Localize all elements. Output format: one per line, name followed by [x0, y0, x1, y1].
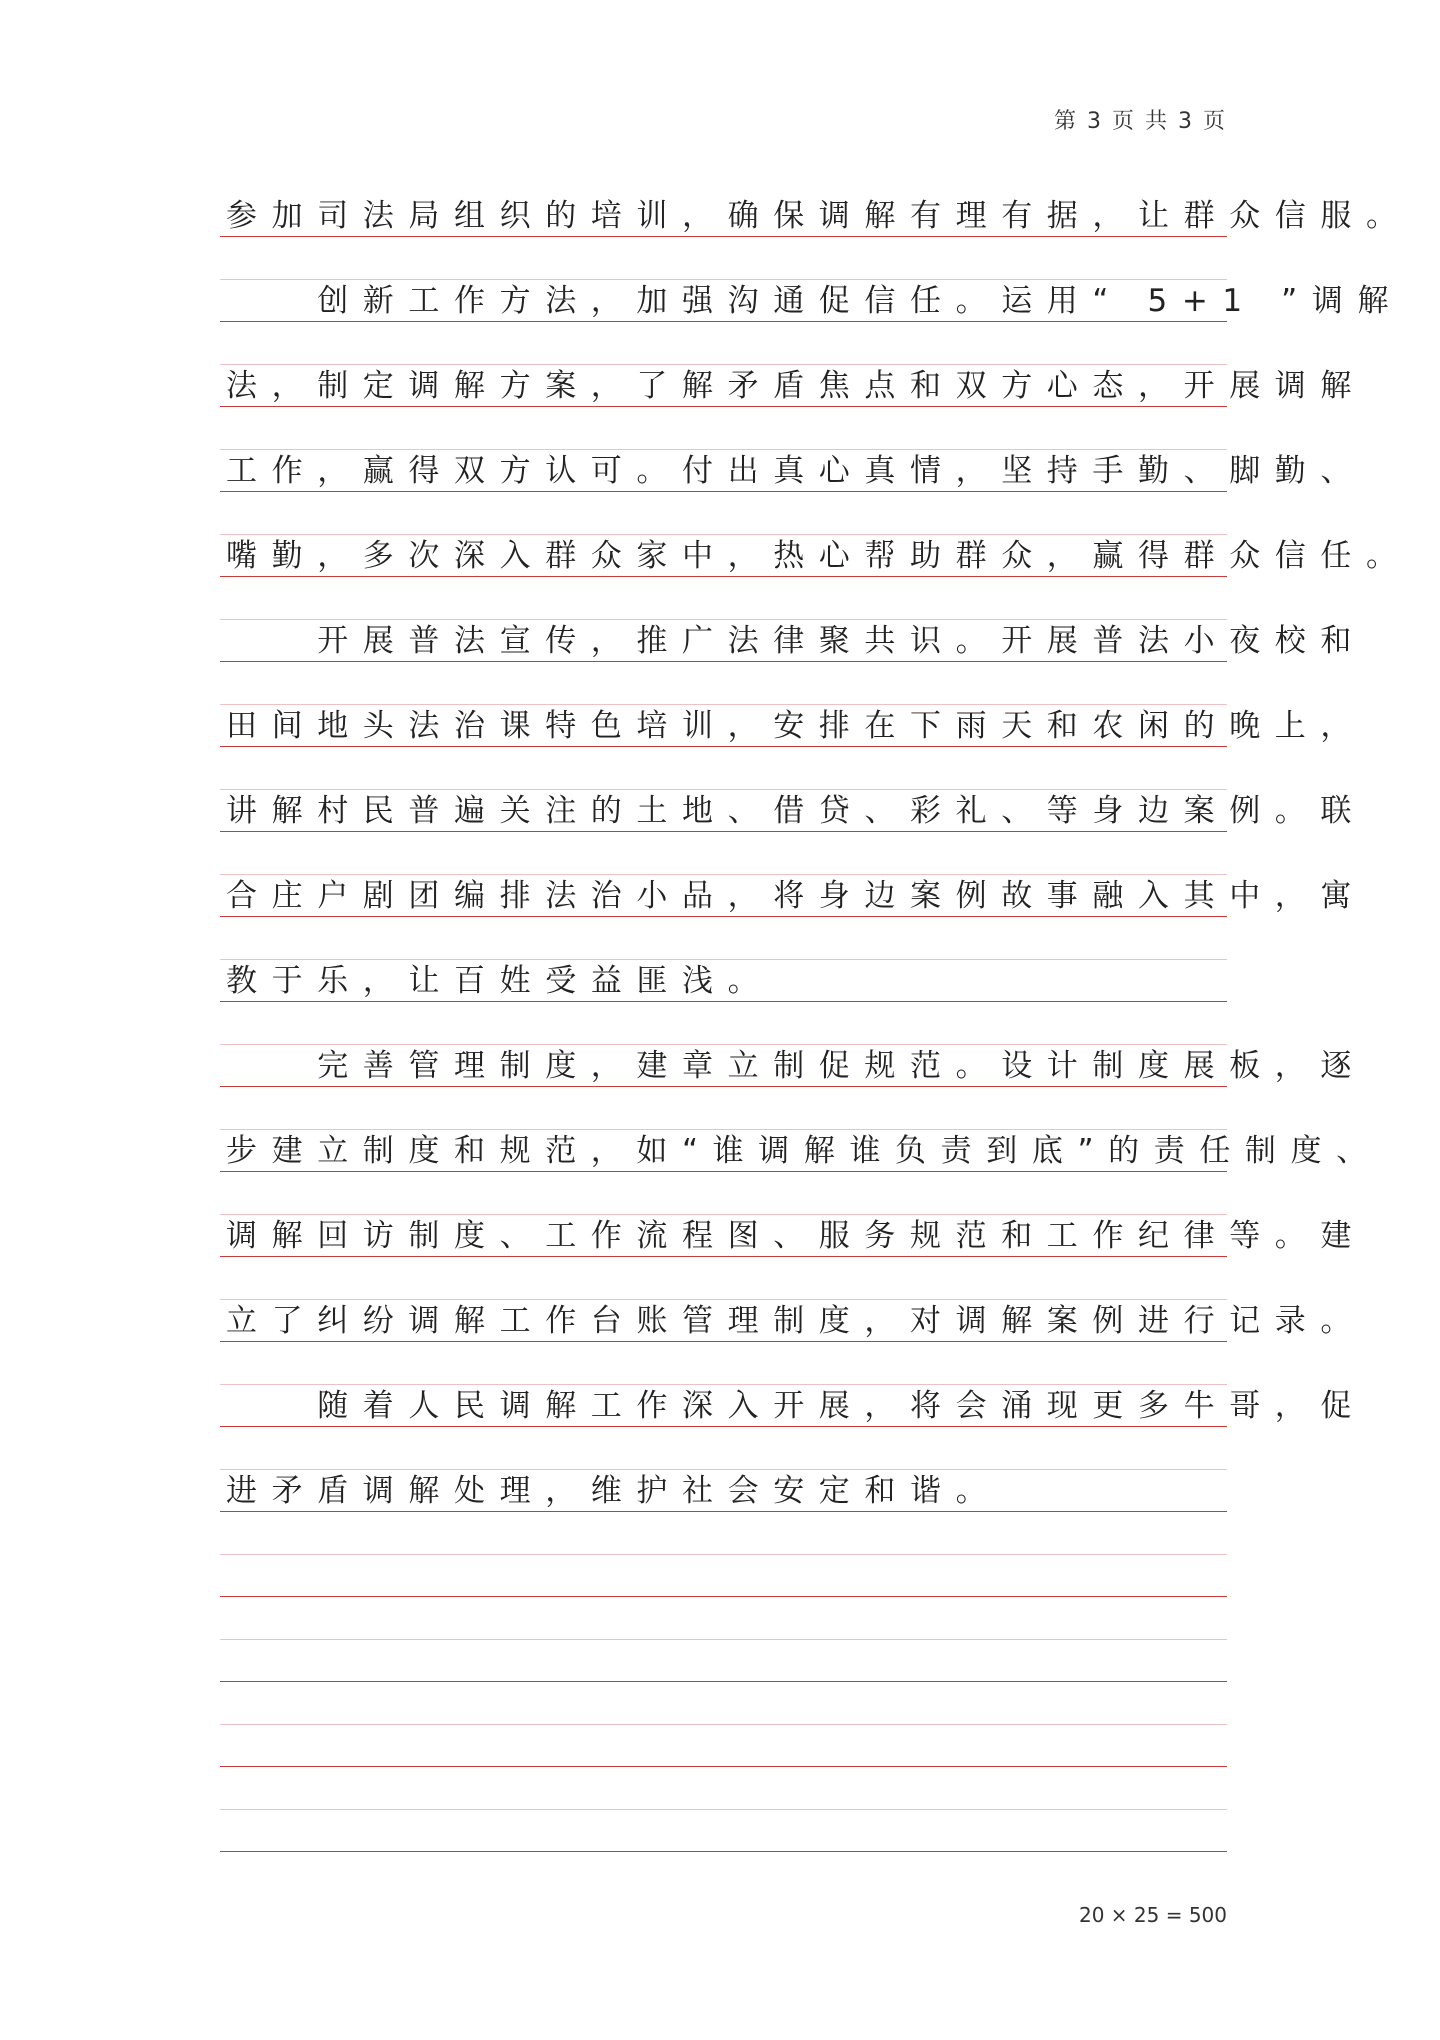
text-line: 讲解村民普遍关注的土地、借贷、彩礼、等身边案例。联	[226, 793, 1366, 829]
rule-line	[220, 746, 1227, 747]
text-line: 进矛盾调解处理，维护社会安定和谐。	[226, 1473, 1002, 1509]
rule-line	[220, 874, 1227, 875]
text-line: 教于乐，让百姓受益匪浅。	[226, 963, 774, 999]
text-line: 随着人民调解工作深入开展，将会涌现更多牛哥，促	[226, 1388, 1366, 1424]
rule-line	[220, 576, 1227, 577]
rule-line	[220, 1639, 1227, 1640]
grid-count-footer: 20 × 25 = 500	[1078, 1903, 1227, 1927]
rule-line	[220, 1809, 1227, 1810]
text-line: 合庄户剧团编排法治小品，将身边案例故事融入其中，寓	[226, 878, 1366, 914]
rule-line	[220, 789, 1227, 790]
text-line: 开展普法宣传，推广法律聚共识。开展普法小夜校和	[226, 623, 1366, 659]
rule-line	[220, 1596, 1227, 1597]
rule-line	[220, 1129, 1227, 1130]
text-line: 完善管理制度，建章立制促规范。设计制度展板，逐	[226, 1048, 1366, 1084]
rule-line	[220, 1001, 1227, 1002]
rule-line	[220, 1299, 1227, 1300]
rule-line	[220, 236, 1227, 237]
rule-line	[220, 279, 1227, 280]
text-line: 嘴勤，多次深入群众家中，热心帮助群众，赢得群众信任。	[226, 538, 1412, 574]
rule-line	[220, 916, 1227, 917]
rule-line	[220, 491, 1227, 492]
rule-line	[220, 1044, 1227, 1045]
text-line: 步建立制度和规范，如“谁调解谁负责到底”的责任制度、	[226, 1133, 1382, 1169]
rule-line	[220, 406, 1227, 407]
rule-line	[220, 321, 1227, 322]
rule-line	[220, 364, 1227, 365]
rule-line	[220, 704, 1227, 705]
rule-line	[220, 959, 1227, 960]
text-line: 法，制定调解方案，了解矛盾焦点和双方心态，开展调解	[226, 368, 1366, 404]
rule-line	[220, 831, 1227, 832]
text-line: 工作，赢得双方认可。付出真心真情，坚持手勤、脚勤、	[226, 453, 1366, 489]
text-line: 立了纠纷调解工作台账管理制度，对调解案例进行记录。	[226, 1303, 1366, 1339]
rule-line	[220, 1851, 1227, 1852]
rule-line	[220, 449, 1227, 450]
rule-line	[220, 1681, 1227, 1682]
rule-line	[220, 1426, 1227, 1427]
text-line: 田间地头法治课特色培训，安排在下雨天和农闲的晚上，	[226, 708, 1366, 744]
rule-line	[220, 1214, 1227, 1215]
text-line: 创新工作方法，加强沟通促信任。运用“ 5+1 ”调解	[226, 283, 1404, 319]
rule-line	[220, 1724, 1227, 1725]
rule-line	[220, 1086, 1227, 1087]
text-line: 参加司法局组织的培训，确保调解有理有据，让群众信服。	[226, 198, 1412, 234]
rule-line	[220, 1341, 1227, 1342]
rule-line	[220, 1511, 1227, 1512]
rule-line	[220, 1171, 1227, 1172]
rule-line	[220, 1766, 1227, 1767]
text-line: 调解回访制度、工作流程图、服务规范和工作纪律等。建	[226, 1218, 1366, 1254]
rule-line	[220, 534, 1227, 535]
rule-line	[220, 1469, 1227, 1470]
page-indicator: 第 3 页 共 3 页	[1054, 109, 1227, 134]
rule-line	[220, 1256, 1227, 1257]
rule-line	[220, 619, 1227, 620]
rule-line	[220, 1384, 1227, 1385]
rule-line	[220, 661, 1227, 662]
rule-line	[220, 1554, 1227, 1555]
